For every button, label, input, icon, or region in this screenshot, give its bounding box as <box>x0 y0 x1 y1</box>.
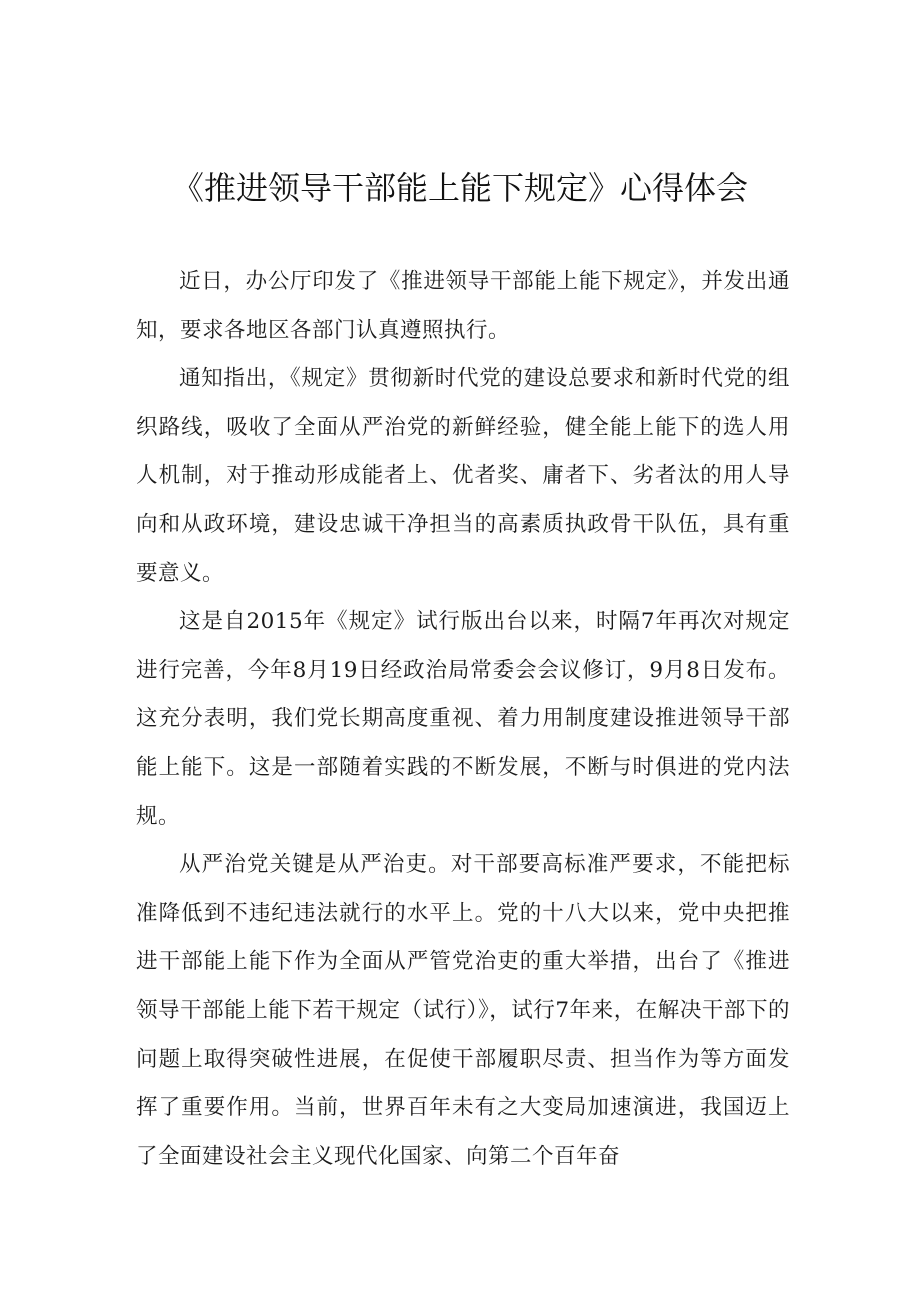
document-body <box>136 258 790 1181</box>
paragraph-2: 通知指出，《规定》贯彻新时代党的建设总要求和新时代党的组织路线，吸收了全面从严治党的新鲜经验，健全能上能下的选人用人机制，对于推动形成能者上、优者奖、庸者下、劣者汰的用人导向和从政环境，建设忠诚干净担当的高素质执政骨干队伍，具有重要意义。 <box>136 366 790 586</box>
paragraph-1: 近日，办公厅印发了《推进领导干部能上能下规定》，并发出通知，要求各地区各部门认真遵照执行。 <box>136 269 790 343</box>
page-title: 《推进领导干部能上能下规定》心得体会 <box>171 169 748 207</box>
paragraph-4: 从严治党关键是从严治吏。对干部要高标准严要求，不能把标准降低到不违纪违法就行的水平上。党的十八大以来，党中央把推进干部能上能下作为全面从严管党治吏的重大举措，出台了《推进领导干部能上能下若干规定（试行）》，试行7年来，在解决干部下的问题上取得突破性进展，在促使干部履职尽责、担当作为等方面发挥了重要作用。当前，世界百年未有之大变局加速演进，我国迈上了全面建设社会主义现代化国家、向第二个百年奋 <box>136 852 790 1169</box>
paragraph-3: 这是自2015年《规定》试行版出台以来，时隔7年再次对规定进行完善，今年8月19日经政治局常委会会议修订，9月8日发布。这充分表明，我们党长期高度重视、着力用制度建设推进领导干部能上能下。这是一部随着实践的不断发展，不断与时俱进的党内法规。 <box>136 609 790 829</box>
